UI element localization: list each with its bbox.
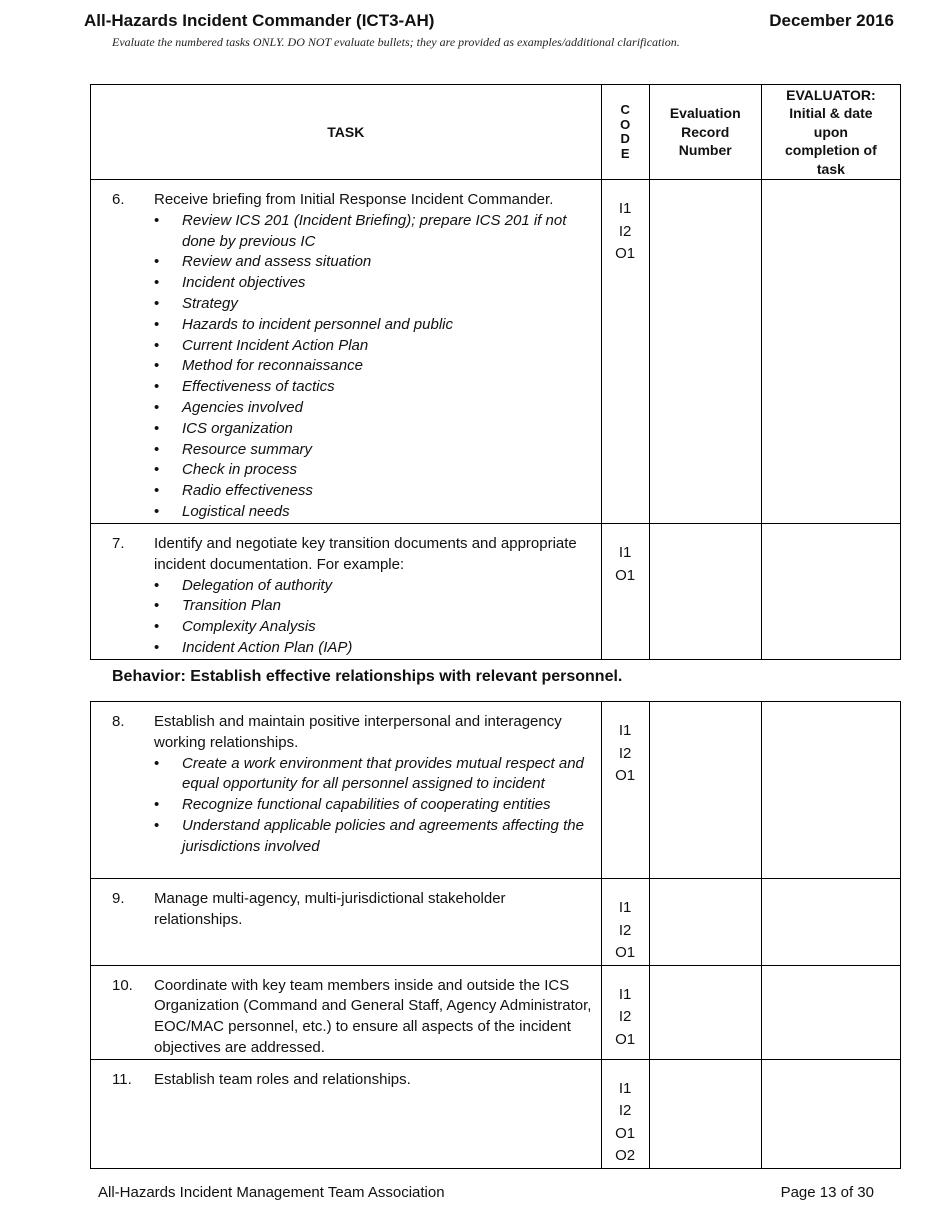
evaluator-initial-field[interactable] xyxy=(761,1059,900,1168)
evaluation-code: I1 xyxy=(618,544,632,561)
evaluator-initial-field[interactable] xyxy=(761,879,900,966)
task-bullet xyxy=(154,273,593,294)
task-bullet xyxy=(154,294,593,315)
task-bullet-list xyxy=(112,754,593,858)
evaluator-initial-field[interactable] xyxy=(761,524,900,660)
behavior-heading: Behavior: Establish effective relationships with relevant personnel. xyxy=(112,668,623,685)
task-bullet-text: Method for reconnaissance xyxy=(182,357,363,375)
task-bullet-list xyxy=(112,211,593,523)
task-bullet-text: Review ICS 201 (Incident Briefing); prepare ICS 201 if not done by previous IC xyxy=(182,211,567,250)
task-column-header: TASK xyxy=(91,85,602,180)
task-bullet-text: Complexity Analysis xyxy=(182,618,316,636)
evaluation-record-number-field[interactable] xyxy=(649,524,761,660)
bullet-dot-icon: • xyxy=(154,482,160,500)
task-bullet xyxy=(154,816,593,858)
task-bullet xyxy=(154,419,593,440)
evaluation-code: I1 xyxy=(618,985,632,1003)
code-column-header xyxy=(601,85,649,180)
task-bullet xyxy=(154,576,593,597)
record-number-header-text: Evaluation Record Number xyxy=(669,105,741,159)
task-number: 9. xyxy=(112,890,125,907)
task-row xyxy=(91,1059,901,1168)
evaluator-initial-field[interactable] xyxy=(761,180,900,524)
evaluation-code: O1 xyxy=(615,566,636,584)
task-bullet-text: Understand applicable policies and agreements affecting the jurisdictions involved xyxy=(182,816,584,855)
task-bullet-text: Check in process xyxy=(182,461,298,479)
bullet-dot-icon: • xyxy=(154,638,160,656)
bullet-dot-icon: • xyxy=(154,618,160,636)
task-description: Receive briefing from Initial Response Incident Commander. xyxy=(154,191,554,208)
task-bullet-text: Recognize functional capabilities of cooperating entities xyxy=(182,796,551,814)
bullet-dot-icon: • xyxy=(154,294,160,312)
evaluation-code: I1 xyxy=(618,722,632,739)
task-bullet xyxy=(154,638,593,659)
task-bullet xyxy=(154,754,593,796)
evaluation-code: I2 xyxy=(618,921,632,939)
document-title: All-Hazards Incident Commander (ICT3-AH) xyxy=(84,11,435,30)
task-table-1 xyxy=(90,84,901,660)
evaluator-header-text: EVALUATOR: Initial & date upon completion of task xyxy=(785,86,877,177)
bullet-dot-icon: • xyxy=(154,315,160,333)
code-cell xyxy=(601,879,649,966)
task-description: Identify and negotiate key transition documents and appropriate incident documentation. For example: xyxy=(154,535,577,573)
bullet-dot-icon: • xyxy=(154,378,160,396)
code-cell xyxy=(601,180,649,524)
evaluation-code: I1 xyxy=(618,200,632,217)
code-letter: D xyxy=(620,131,630,146)
document-date: December 2016 xyxy=(769,11,894,30)
task-row xyxy=(91,879,901,966)
task-cell xyxy=(91,1059,602,1168)
task-number: 6. xyxy=(112,191,125,208)
table-header-row xyxy=(91,85,901,180)
task-bullet-text: Current Incident Action Plan xyxy=(182,336,369,354)
task-bullet-text: Resource summary xyxy=(182,440,313,458)
task-number: 7. xyxy=(112,535,125,552)
evaluation-code: I2 xyxy=(618,1008,632,1025)
task-bullet-list xyxy=(112,576,593,659)
task-description: Coordinate with key team members inside and outside the ICS Organization (Command and General Staff, Agency Administrator, EOC/MAC personnel, etc.) to ensure all aspects of the incident objectives are addressed. xyxy=(154,976,592,1056)
bullet-dot-icon: • xyxy=(154,597,160,615)
task-cell xyxy=(91,702,602,879)
bullet-dot-icon: • xyxy=(154,253,160,271)
task-bullet-text: Strategy xyxy=(182,294,238,312)
bullet-dot-icon: • xyxy=(154,816,160,834)
evaluation-code: I1 xyxy=(618,1079,632,1097)
task-bullet xyxy=(154,502,593,523)
task-cell xyxy=(91,965,602,1059)
task-description: Establish team roles and relationships. xyxy=(154,1070,411,1088)
task-row xyxy=(91,702,901,879)
task-bullet xyxy=(154,252,593,273)
evaluation-code: I2 xyxy=(618,1102,632,1120)
task-bullet xyxy=(154,211,593,253)
task-number: 8. xyxy=(112,713,125,730)
evaluator-initial-field[interactable] xyxy=(761,702,900,879)
evaluation-code: O2 xyxy=(615,1147,636,1165)
task-bullet xyxy=(154,336,593,357)
evaluation-code: I2 xyxy=(618,744,632,762)
evaluator-column-header xyxy=(761,85,900,180)
evaluation-record-number-field[interactable] xyxy=(649,180,761,524)
bullet-dot-icon: • xyxy=(154,461,160,479)
bullet-dot-icon: • xyxy=(154,357,160,375)
evaluation-record-number-field[interactable] xyxy=(649,1059,761,1168)
task-bullet-text: ICS organization xyxy=(182,419,293,437)
evaluation-code: O1 xyxy=(615,1030,636,1048)
evaluation-instructions: Evaluate the numbered tasks ONLY. DO NOT evaluate bullets; they are provided as examples/additional clarification. xyxy=(112,35,680,49)
task-cell xyxy=(91,879,602,966)
code-cell xyxy=(601,1059,649,1168)
task-bullet-text: Agencies involved xyxy=(182,398,303,416)
task-bullet-text: Create a work environment that provides mutual respect and equal opportunity for all personnel assigned to incident xyxy=(182,754,584,793)
task-row xyxy=(91,965,901,1059)
task-row xyxy=(91,180,901,524)
task-bullet xyxy=(154,398,593,419)
task-bullet-text: Transition Plan xyxy=(182,597,281,615)
task-bullet-text: Delegation of authority xyxy=(182,576,333,594)
task-bullet-text: Effectiveness of tactics xyxy=(182,378,335,396)
task-row xyxy=(91,524,901,660)
evaluation-record-number-field[interactable] xyxy=(649,702,761,879)
task-description: Manage multi-agency, multi-jurisdictional stakeholder relationships. xyxy=(154,890,506,928)
bullet-dot-icon: • xyxy=(154,440,160,458)
task-bullet-text: Review and assess situation xyxy=(182,253,372,271)
evaluation-code: O1 xyxy=(615,245,636,262)
bullet-dot-icon: • xyxy=(154,576,160,594)
task-bullet-text: Incident Action Plan (IAP) xyxy=(182,638,353,656)
code-cell xyxy=(601,965,649,1059)
task-cell xyxy=(91,180,602,524)
evaluation-code: O1 xyxy=(615,767,636,784)
code-letter: E xyxy=(620,145,630,161)
code-cell xyxy=(601,524,649,660)
bullet-dot-icon: • xyxy=(154,398,160,416)
task-number: 10. xyxy=(112,976,133,994)
code-letter: C xyxy=(620,102,630,117)
page-number: Page 13 of 30 xyxy=(780,1184,874,1201)
bullet-dot-icon: • xyxy=(154,274,160,292)
code-cell xyxy=(601,702,649,879)
task-bullet xyxy=(154,315,593,336)
footer-organization: All-Hazards Incident Management Team Association xyxy=(98,1184,445,1201)
bullet-dot-icon: • xyxy=(154,754,160,772)
bullet-dot-icon: • xyxy=(154,796,160,814)
task-bullet-text: Hazards to incident personnel and public xyxy=(182,315,454,333)
task-bullet xyxy=(154,377,593,398)
task-table-2 xyxy=(90,701,901,1169)
evaluation-record-number-field[interactable] xyxy=(649,879,761,966)
bullet-dot-icon: • xyxy=(154,419,160,437)
bullet-dot-icon: • xyxy=(154,336,160,354)
task-cell xyxy=(91,524,602,660)
evaluation-code: O1 xyxy=(615,944,636,961)
task-bullet xyxy=(154,481,593,502)
task-bullet xyxy=(154,617,593,638)
task-bullet-text: Incident objectives xyxy=(182,274,306,292)
task-number: 11. xyxy=(112,1070,132,1088)
task-bullet xyxy=(154,440,593,461)
record-number-column-header xyxy=(649,85,761,180)
task-bullet xyxy=(154,460,593,481)
evaluation-code: I2 xyxy=(618,222,632,240)
task-bullet xyxy=(154,795,593,816)
bullet-dot-icon: • xyxy=(154,502,160,520)
task-bullet-text: Logistical needs xyxy=(182,502,290,520)
task-description: Establish and maintain positive interpersonal and interagency working relationships. xyxy=(154,713,562,751)
task-bullet-text: Radio effectiveness xyxy=(182,482,313,500)
task-bullet xyxy=(154,596,593,617)
evaluation-code: O1 xyxy=(615,1124,636,1142)
evaluation-record-number-field[interactable] xyxy=(649,965,761,1059)
evaluator-initial-field[interactable] xyxy=(761,965,900,1059)
evaluation-code: I1 xyxy=(618,899,632,916)
bullet-dot-icon: • xyxy=(154,211,160,229)
code-letter: O xyxy=(620,116,631,132)
task-bullet xyxy=(154,356,593,377)
